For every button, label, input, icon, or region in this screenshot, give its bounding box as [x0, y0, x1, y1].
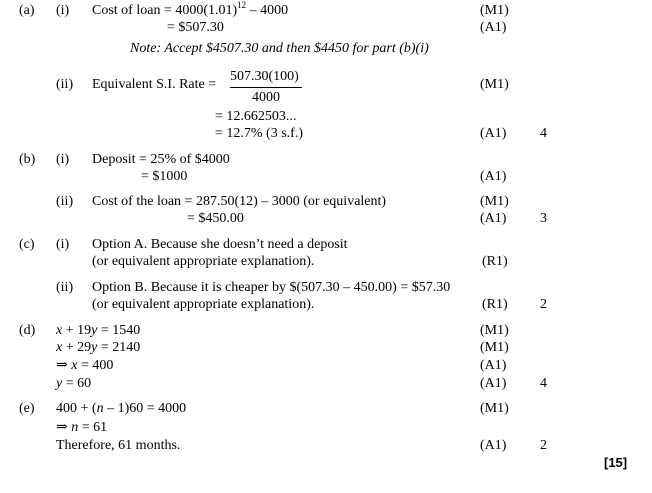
part-b-i-line2: = $1000: [141, 169, 188, 184]
part-d-label: (d): [19, 323, 36, 338]
part-b-ii-line1: Cost of the loan = 287.50(12) – 3000 (or equivalent): [92, 194, 387, 209]
part-d-eq1: x + 19y = 1540: [56, 323, 141, 338]
part-a-ii-label: (ii): [56, 77, 74, 92]
part-c-label: (c): [19, 237, 35, 252]
fraction-bar: [230, 87, 302, 88]
part-e-total: 2: [540, 438, 547, 453]
part-b-i-mark: (A1): [480, 169, 507, 184]
part-b-ii-mark2: (A1): [480, 211, 507, 226]
part-b-ii-label: (ii): [56, 194, 74, 209]
part-c-i-label: (i): [56, 237, 70, 252]
part-c-ii-mark: (R1): [482, 297, 508, 312]
part-d-eq3: ⇒ x = 400: [56, 358, 114, 373]
part-a-i-mark2: (A1): [480, 20, 507, 35]
part-c-ii-line1: Option B. Because it is cheaper by $(507.30 – 450.00) = $57.30: [92, 280, 451, 295]
part-a-ii-mark1: (M1): [480, 77, 509, 92]
grand-total: [15]: [604, 455, 628, 470]
part-a-i-line2: = $507.30: [167, 20, 224, 35]
part-b-i-label: (i): [56, 152, 70, 167]
part-e-line1: 400 + (n – 1)60 = 4000: [56, 401, 187, 416]
part-c-i-line2: (or equivalent appropriate explanation).: [92, 254, 315, 269]
part-a-ii-lhs: Equivalent S.I. Rate =: [92, 77, 217, 92]
part-e-line2: ⇒ n = 61: [56, 420, 108, 435]
part-b-total: 3: [540, 211, 547, 226]
part-a-total: 4: [540, 126, 547, 141]
part-b-ii-mark1: (M1): [480, 194, 509, 209]
part-b-label: (b): [19, 152, 36, 167]
part-a-ii-mark2: (A1): [480, 126, 507, 141]
part-a-i-note: Note: Accept $4507.30 and then $4450 for part (b)(i): [130, 41, 429, 56]
part-d-mark4: (A1): [480, 376, 507, 391]
part-e-label: (e): [19, 401, 35, 416]
part-d-mark3: (A1): [480, 358, 507, 373]
part-d-mark2: (M1): [480, 340, 509, 355]
part-d-eq4: y = 60: [56, 376, 92, 391]
part-a-ii-denominator: 4000: [252, 90, 280, 105]
part-e-mark2: (A1): [480, 438, 507, 453]
part-c-i-line1: Option A. Because she doesn’t need a deposit: [92, 237, 348, 252]
part-d-mark1: (M1): [480, 323, 509, 338]
part-d-total: 4: [540, 376, 547, 391]
part-a-i-mark1: (M1): [480, 3, 509, 18]
part-a-ii-line3: = 12.7% (3 s.f.): [215, 126, 303, 141]
part-c-i-mark: (R1): [482, 254, 508, 269]
part-a-label: (a): [19, 3, 35, 18]
part-b-i-line1: Deposit = 25% of $4000: [92, 152, 230, 167]
part-e-line3: Therefore, 61 months.: [56, 438, 181, 453]
part-c-ii-line2: (or equivalent appropriate explanation).: [92, 297, 315, 312]
part-d-eq2: x + 29y = 2140: [56, 340, 141, 355]
part-c-total: 2: [540, 297, 547, 312]
part-e-mark1: (M1): [480, 401, 509, 416]
part-a-ii-line2: = 12.662503...: [215, 109, 297, 124]
part-b-ii-line2: = $450.00: [187, 211, 244, 226]
part-a-ii-numerator: 507.30(100): [230, 69, 299, 84]
part-c-ii-label: (ii): [56, 280, 74, 295]
part-a-i-label: (i): [56, 3, 70, 18]
part-a-i-line1: Cost of loan = $4000(1.01)^{12} - 4000$: [92, 0, 289, 18]
